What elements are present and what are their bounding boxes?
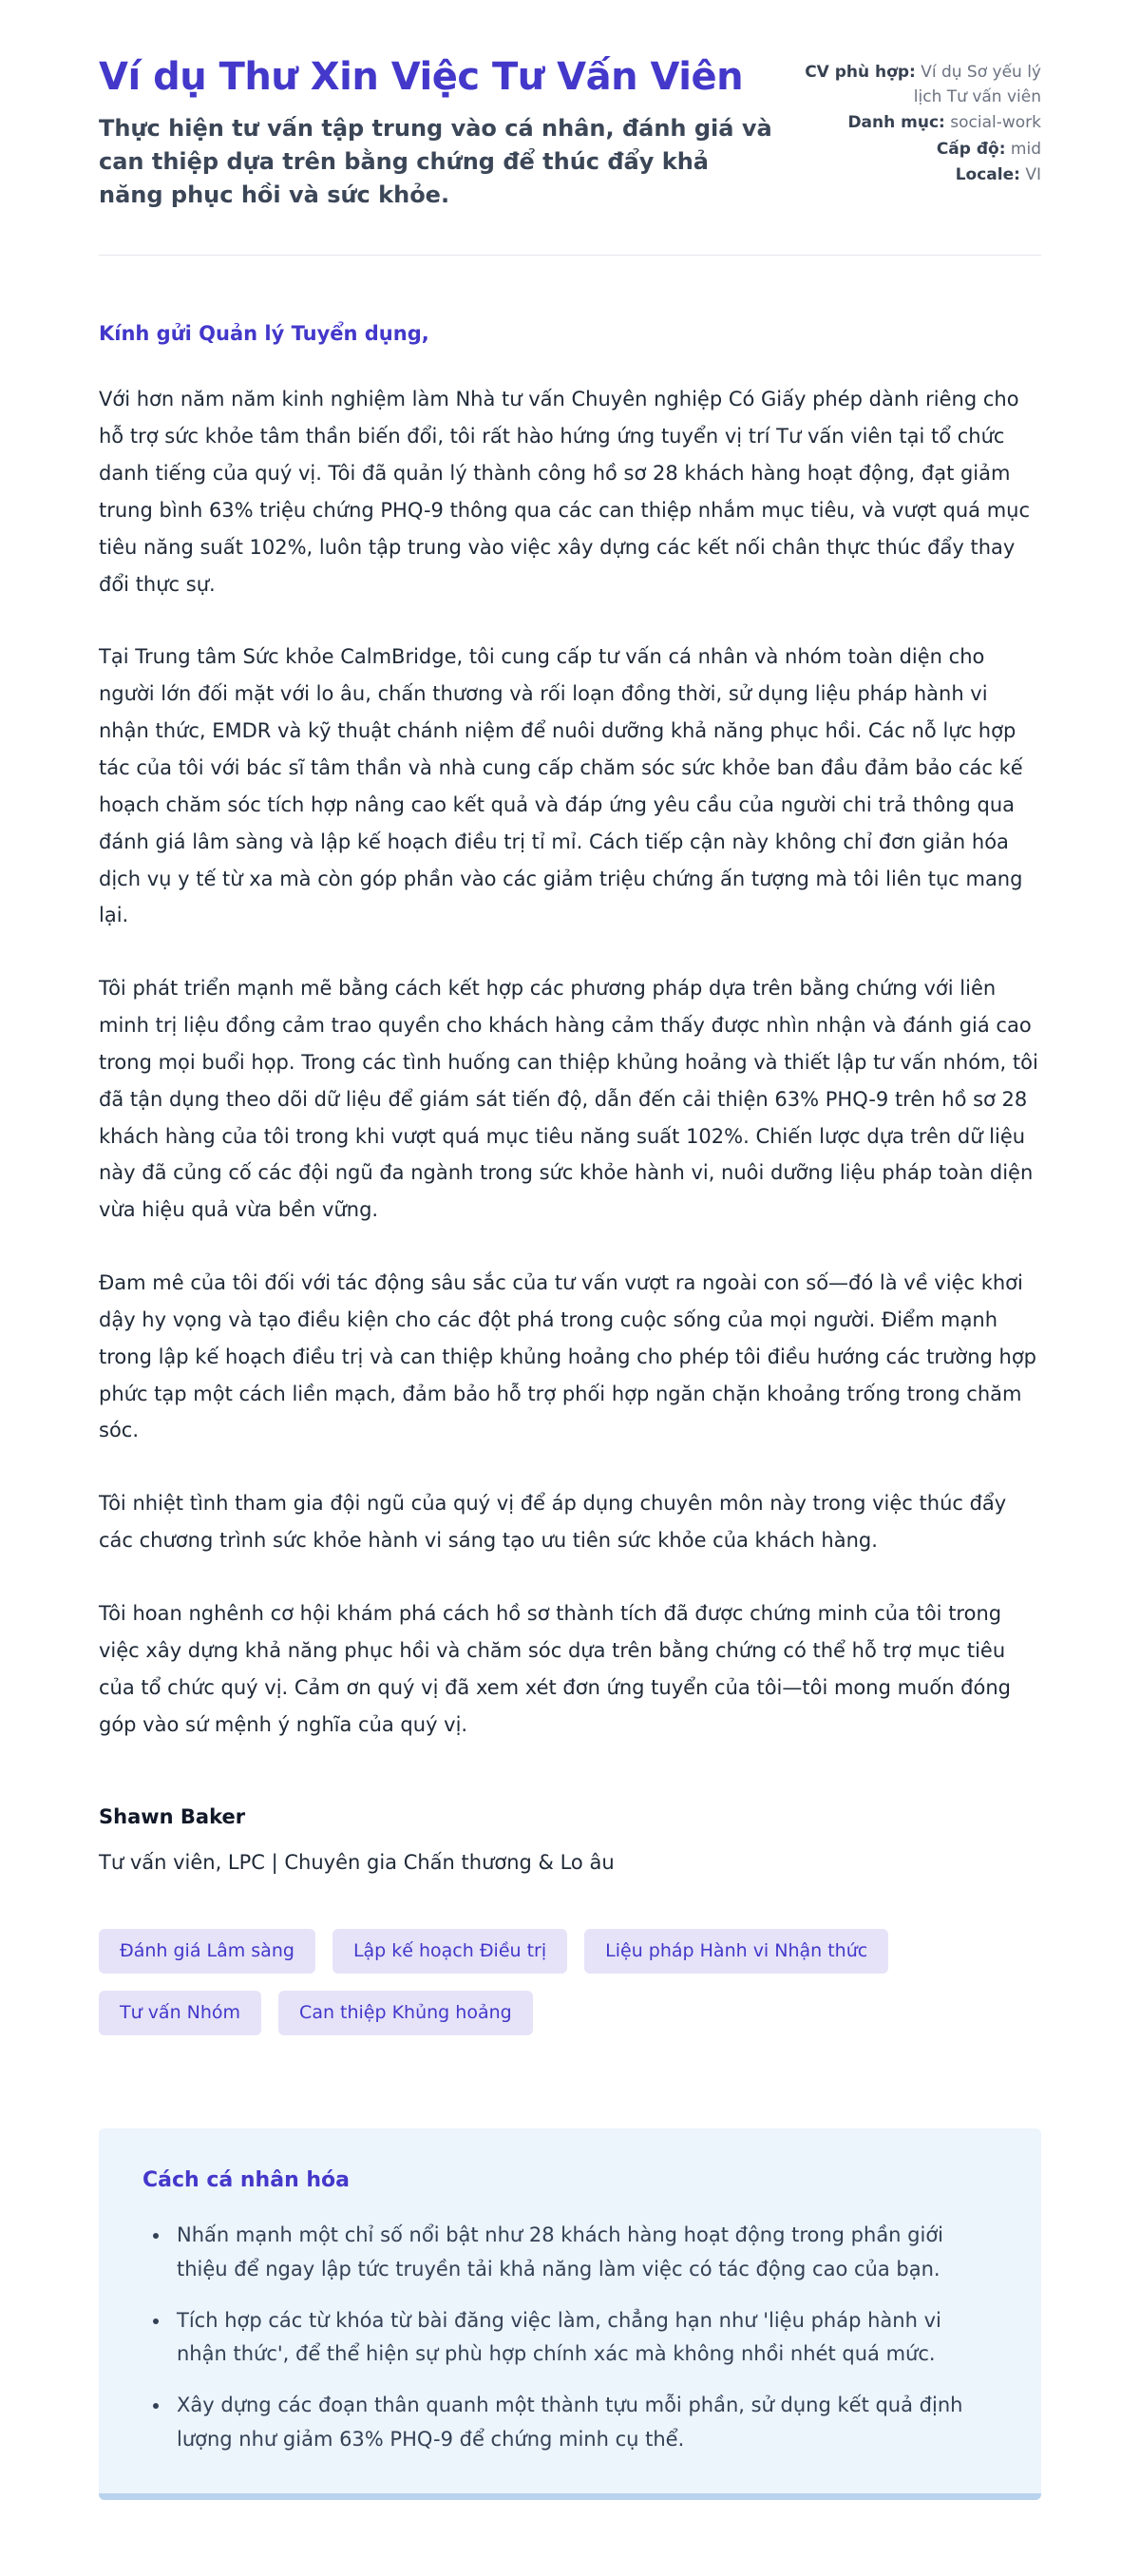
meta-row-level bbox=[802, 138, 1041, 162]
page-title: Ví dụ Thư Xin Việc Tư Vấn Viên bbox=[99, 55, 744, 99]
personalization-tip-3: • Xây dựng các đoạn thân quanh một thành tựu mỗi phần, sử dụng kết quả định lượng như giảm 63% PHQ-9 để chứng minh cụ thể. bbox=[171, 2389, 998, 2456]
tag-chip-treatment-planning[interactable]: Lập kế hoạch Điều trị bbox=[332, 1929, 567, 1974]
meta-label: Locale: bbox=[955, 165, 1020, 184]
letter-body bbox=[99, 322, 1041, 2499]
personalization-title: Cách cá nhân hóa bbox=[142, 2168, 351, 2193]
personalization-list bbox=[142, 2219, 998, 2456]
meta-row-locale bbox=[802, 163, 1041, 188]
letter-paragraph-3: Tôi phát triển mạnh mẽ bằng cách kết hợp các phương pháp dựa trên bằng chứng với liên minh trị liệu đồng cảm trao quyền cho khách hàng cảm thấy được nhìn nhận và đánh giá cao trong mọi buổi họp. Trong các tình huống can thiệp khủng hoảng và thiết lập tư vấn nhóm, tôi đã tận dụng theo dõi dữ liệu để giám sát tiến độ, dẫn đến cải thiện 63% PHQ-9 trên hồ sơ 28 khách hàng của tôi trong khi vượt quá mục tiêu năng suất 102%. Chiến lược dựa trên dữ liệu này đã củng cố các đội ngũ đa ngành trong sức khỏe hành vi, nuôi dưỡng liệu pháp toàn diện vừa hiệu quả vừa bền vững. bbox=[99, 977, 1038, 1222]
personalization-panel bbox=[99, 2128, 1041, 2499]
page-subtitle: Thực hiện tư vấn tập trung vào cá nhân, đánh giá và can thiệp dựa trên bằng chứng để thúc đẩy khả năng phục hồi và sức khỏe. bbox=[99, 115, 772, 208]
letter-paragraph-6: Tôi hoan nghênh cơ hội khám phá cách hồ sơ thành tích đã được chứng minh của tôi trong việc xây dựng khả năng phục hồi và chăm sóc dựa trên bằng chứng có thể hỗ trợ mục tiêu của tổ chức quý vị. Cảm ơn quý vị đã xem xét đơn ứng tuyển của tôi—tôi mong muốn đóng góp vào sứ mệnh ý nghĩa của quý vị. bbox=[99, 1602, 1012, 1736]
header-divider bbox=[99, 255, 1041, 256]
tag-chip-clinical-assessment[interactable]: Đánh giá Lâm sàng bbox=[99, 1929, 315, 1974]
letter-paragraph-5: Tôi nhiệt tình tham gia đội ngũ của quý vị để áp dụng chuyên môn này trong việc thúc đẩy các chương trình sức khỏe hành vi sáng tạo ưu tiên sức khỏe của khách hàng. bbox=[99, 1492, 1007, 1553]
meta-label: CV phù hợp: bbox=[805, 63, 916, 82]
meta-label: Cấp độ: bbox=[936, 139, 1006, 159]
meta-label: Danh mục: bbox=[847, 113, 945, 132]
letter-paragraph-4: Đam mê của tôi đối với tác động sâu sắc của tư vấn vượt ra ngoài con số—đó là về việc khơi dậy hy vọng và tạo điều kiện cho các đột phá trong cuộc sống của mọi người. Điểm mạnh trong lập kế hoạch điều trị và can thiệp khủng hoảng cho phép tôi điều hướng các trường hợp phức tạp một cách liền mạch, đảm bảo hỗ trợ phối hợp ngăn chặn khoảng trống trong chăm sóc. bbox=[99, 1271, 1036, 1442]
personalization-tip-2: • Tích hợp các từ khóa từ bài đăng việc làm, chẳng hạn như 'liệu pháp hành vi nhận thức', để thể hiện sự phù hợp chính xác mà không nhồi nhét quá mức. bbox=[171, 2304, 998, 2372]
signature-title: Tư vấn viên, LPC | Chuyên gia Chấn thương & Lo âu bbox=[99, 1851, 615, 1875]
meta-value: social-work bbox=[950, 113, 1041, 132]
letter-greeting: Kính gửi Quản lý Tuyển dụng, bbox=[99, 322, 429, 346]
page-header bbox=[99, 53, 1041, 211]
tag-chip-crisis-intervention[interactable]: Can thiệp Khủng hoảng bbox=[278, 1991, 533, 2035]
tag-list bbox=[99, 1929, 1041, 2035]
meta-value: VI bbox=[1025, 165, 1041, 184]
tag-chip-cbt[interactable]: Liệu pháp Hành vi Nhận thức bbox=[584, 1929, 888, 1974]
signature-name: Shawn Baker bbox=[99, 1805, 246, 1829]
tag-chip-group-counseling[interactable]: Tư vấn Nhóm bbox=[99, 1991, 261, 2035]
meta-panel bbox=[802, 53, 1041, 190]
letter-paragraph-1: Với hơn năm năm kinh nghiệm làm Nhà tư vấn Chuyên nghiệp Có Giấy phép dành riêng cho hỗ trợ sức khỏe tâm thần biến đổi, tôi rất hào hứng ứng tuyển vị trí Tư vấn viên tại tổ chức danh tiếng của quý vị. Tôi đã quản lý thành công hồ sơ 28 khách hàng hoạt động, đạt giảm trung bình 63% triệu chứng PHQ-9 thông qua các can thiệp nhắm mục tiêu, và vượt quá mục tiêu năng suất 102%, luôn tập trung vào việc xây dựng các kết nối chân thực thúc đẩy thay đổi thực sự. bbox=[99, 388, 1031, 596]
personalization-tip-1: • Nhấn mạnh một chỉ số nổi bật như 28 khách hàng hoạt động trong phần giới thiệu để ngay lập tức truyền tải khả năng làm việc có tác động cao của bạn. bbox=[171, 2219, 998, 2286]
meta-row-matching-cv bbox=[802, 61, 1041, 109]
meta-value: Ví dụ Sơ yếu lý lịch Tư vấn viên bbox=[913, 63, 1041, 106]
letter-paragraph-2: Tại Trung tâm Sức khỏe CalmBridge, tôi cung cấp tư vấn cá nhân và nhóm toàn diện cho người lớn đối mặt với lo âu, chấn thương và rối loạn đồng thời, sử dụng liệu pháp hành vi nhận thức, EMDR và kỹ thuật chánh niệm để nuôi dưỡng khả năng phục hồi. Các nỗ lực hợp tác của tôi với bác sĩ tâm thần và nhà cung cấp chăm sóc sức khỏe ban đầu đảm bảo các kế hoạch chăm sóc tích hợp nâng cao kết quả và đáp ứng yêu cầu của người chi trả thông qua đánh giá lâm sàng và lập kế hoạch điều trị tỉ mỉ. Cách tiếp cận này không chỉ đơn giản hóa dịch vụ y tế từ xa mà còn góp phần vào các giảm triệu chứng ấn tượng mà tôi liên tục mang lại. bbox=[99, 645, 1023, 927]
header-title-block bbox=[99, 53, 773, 211]
meta-row-category bbox=[802, 111, 1041, 136]
meta-value: mid bbox=[1010, 139, 1041, 159]
